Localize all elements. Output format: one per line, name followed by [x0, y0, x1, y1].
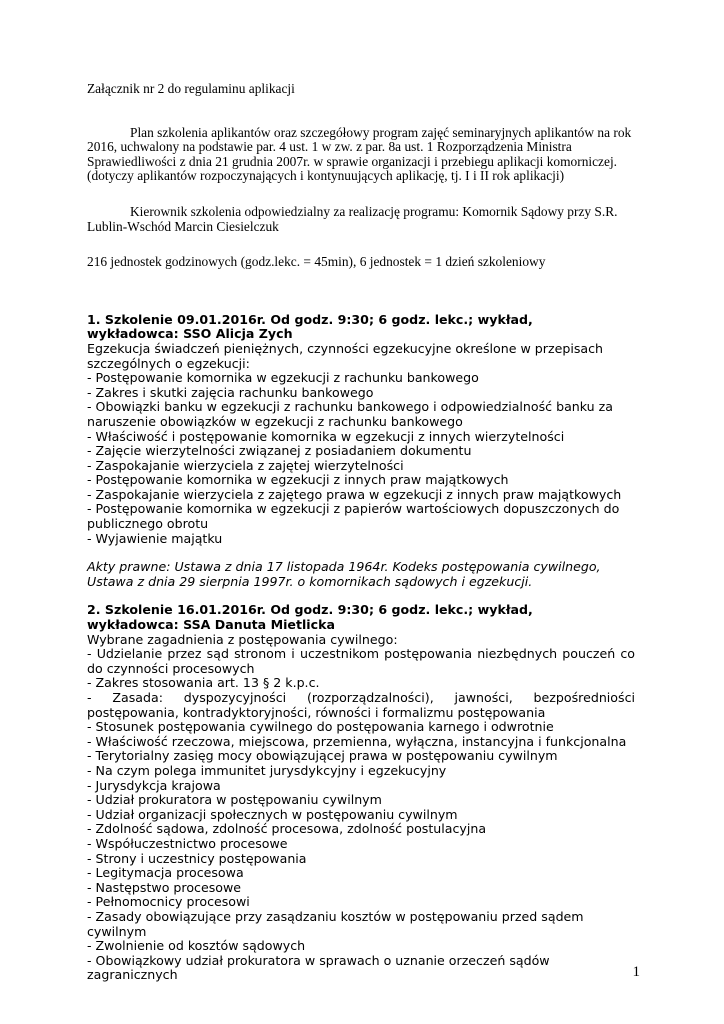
list-item: - Współuczestnictwo procesowe: [87, 835, 288, 851]
list-item: - Zakres i skutki zajęcia rachunku bankowego: [87, 384, 374, 400]
list-item: - Wyjawienie majątku: [87, 530, 223, 546]
session-2-lecturer: wykładowca: SSA Danuta Mietlicka: [87, 617, 335, 633]
list-item: - Strony i uczestnicy postępowania: [87, 850, 307, 866]
list-item: - Następstwo procesowe: [87, 879, 242, 895]
session-2-intro: Wybrane zagadnienia z postępowania cywilnego:: [87, 631, 398, 647]
list-item: - Zaspokajanie wierzyciela z zajętego prawa w egzekucji z innych praw majątkowych: [87, 486, 622, 502]
list-item: - Stosunek postępowania cywilnego do postępowania karnego i odwrotnie: [87, 719, 554, 735]
session-1-lecturer: wykładowca: SSO Alicja Zych: [87, 326, 293, 342]
page-number: 1: [632, 964, 640, 980]
list-item: - Zwolnienie od kosztów sądowych: [87, 938, 306, 954]
list-item: - Obowiązki banku w egzekucji z rachunku bankowego i odpowiedzialność banku za naruszenie obowiązków w egzekucji z rachunku bankowego: [87, 399, 613, 429]
units-paragraph: 216 jednostek godzinowych (godz.lekc. = 45min), 6 jednostek = 1 dzień szkoleniowy: [87, 254, 546, 270]
list-item: - Udział organizacji społecznych w postępowaniu cywilnym: [87, 806, 458, 822]
list-item: - Zaspokajanie wierzyciela z zajętej wierzytelności: [87, 457, 404, 473]
document-header: Załącznik nr 2 do regulaminu aplikacji: [87, 81, 295, 96]
list-item: - Udział prokuratora w postępowaniu cywilnym: [87, 792, 382, 808]
list-item: - Właściwość rzeczowa, miejscowa, przemienna, wyłączna, instancyjna i funkcjonalna: [87, 733, 627, 749]
list-item: - Zakres stosowania art. 13 § 2 k.p.c.: [87, 675, 320, 691]
list-item: - Zdolność sądowa, zdolność procesowa, zdolność postulacyjna: [87, 821, 487, 837]
list-item: - Postępowanie komornika w egzekucji z papierów wartościowych dopuszczonych do publicznego obrotu: [87, 501, 620, 532]
list-item: - Postępowanie komornika w egzekucji z innych praw majątkowych: [87, 472, 509, 488]
list-item: - Właściwość i postępowanie komornika w egzekucji z innych wierzytelności: [87, 428, 565, 444]
list-item: - Na czym polega immunitet jurysdykcyjny i egzekucyjny: [87, 762, 447, 778]
session-1-legal-acts: Akty prawne: Ustawa z dnia 17 listopada 1964r. Kodeks postępowania cywilnego, Ustawa z dnia 29 sierpnia 1997r. o komornikach sądowych i egzekucji.: [87, 559, 601, 589]
list-item: - Terytorialny zasięg mocy obowiązującej prawa w postępowaniu cywilnym: [87, 748, 558, 764]
document-page: [87, 82, 635, 983]
list-item: - Zajęcie wierzytelności związanej z posiadaniem dokumentu: [87, 443, 472, 459]
scope-note: (dotyczy aplikantów rozpoczynających i kontynuujących aplikację, tj. I i II rok aplikacji): [87, 168, 565, 184]
session-1-intro: Egzekucja świadczeń pieniężnych, czynności egzekucyjne określone w przepisach szczególnych o egzekucji:: [87, 340, 604, 371]
list-item: - Udzielanie przez sąd stronom i uczestnikom postępowania niezbędnych pouczeń co do czynności procesowych: [87, 646, 635, 676]
list-item: - Pełnomocnicy procesowi: [87, 894, 250, 910]
list-item: - Zasady obowiązujące przy zasądzaniu kosztów w postępowaniu przed sądem cywilnym: [87, 908, 584, 939]
list-item: - Obowiązkowy udział prokuratora w sprawach o uznanie orzeczeń sądów zagranicznych: [87, 952, 550, 983]
list-item: - Jurysdykcja krajowa: [87, 777, 221, 793]
session-2-list: [87, 647, 635, 983]
manager-paragraph: Kierownik szkolenia odpowiedzialny za realizację programu: Komornik Sądowy przy S.R. Lublin-Wschód Marcin Ciesielczuk: [87, 203, 618, 234]
list-item: - Legitymacja procesowa: [87, 865, 244, 881]
list-item: - Postępowanie komornika w egzekucji z rachunku bankowego: [87, 370, 479, 386]
list-item: - Zasada: dyspozycyjności (rozporządzalności), jawności, bezpośredniości postępowania, kontradyktoryjności, równości i formalizmu postępowania: [87, 690, 635, 720]
plan-paragraph: Plan szkolenia aplikantów oraz szczegółowy program zajęć seminaryjnych aplikantów na rok 2016, uchwalony na podstawie par. 4 ust. 1 w zw. z par. 8a ust. 1 Rozporządzenia Ministra Sprawiedliwości z dnia 21 grudnia 2007r. w sprawie organizacji i przebiegu aplikacji komorniczej.: [87, 124, 632, 169]
session-1-title: 1. Szkolenie 09.01.2016r. Od godz. 9:30; 6 godz. lekc.; wykład,: [87, 311, 533, 327]
session-1-list: [87, 371, 635, 546]
session-2-title: 2. Szkolenie 16.01.2016r. Od godz. 9:30; 6 godz. lekc.; wykład,: [87, 602, 533, 618]
